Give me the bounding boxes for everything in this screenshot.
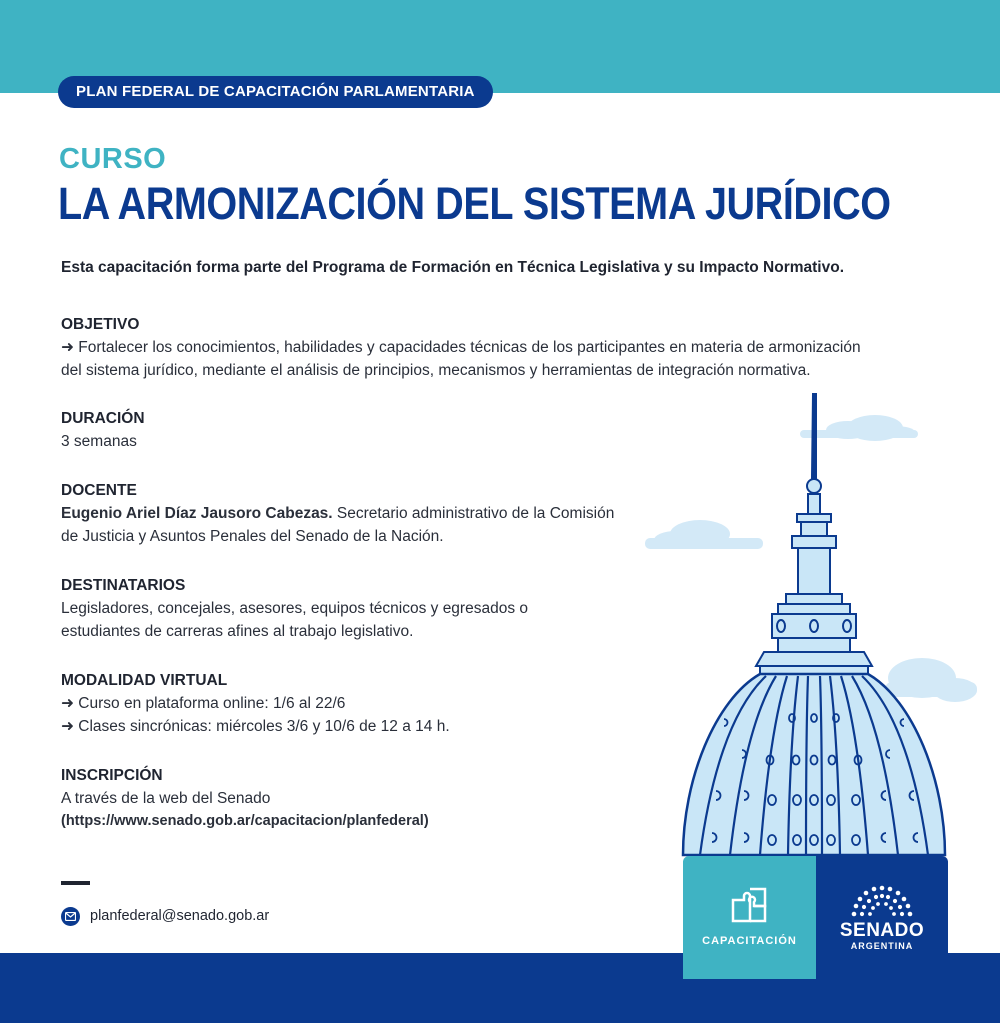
senado-country: ARGENTINA: [850, 941, 914, 951]
contact-email[interactable]: [61, 906, 269, 926]
envelope-icon: [61, 907, 80, 926]
course-intro: Esta capacitación forma parte del Programa de Formación en Técnica Legislativa y su Impacto Normativo.: [61, 259, 844, 276]
inscripcion-line: A través de la web del Senado: [61, 790, 271, 807]
email-address[interactable]: planfederal@senado.gob.ar: [90, 908, 270, 924]
senado-wordmark: SENADO: [839, 920, 925, 941]
section-heading: DOCENTE: [61, 482, 137, 499]
section-docente: [61, 479, 614, 548]
course-kicker: CURSO: [59, 143, 167, 175]
cloud-icon: [885, 658, 977, 702]
section-destinatarios: [61, 574, 528, 643]
section-duracion: [61, 407, 145, 453]
section-heading: DURACIÓN: [61, 410, 145, 427]
course-title: LA ARMONIZACIÓN DEL SISTEMA JURÍDICO: [58, 178, 891, 229]
destinatarios-line: estudiantes de carreras afines al trabajo legislativo.: [61, 623, 414, 640]
cloud-icon: [800, 415, 918, 441]
section-objetivo: [61, 313, 861, 382]
objetivo-line: ➜ Fortalecer los conocimientos, habilidades y capacidades técnicas de los participantes en materia de armonización: [61, 339, 861, 356]
duracion-value: 3 semanas: [61, 433, 137, 450]
docente-name: Eugenio Ariel Díaz Jausoro Cabezas.: [61, 505, 333, 522]
objetivo-line: del sistema jurídico, mediante el análisis de principios, mecanismos y herramientas de integración normativa.: [61, 362, 811, 379]
capitol-dome-illustration: [640, 390, 980, 870]
destinatarios-line: Legisladores, concejales, asesores, equipos técnicos y egresados o: [61, 600, 528, 617]
hemicycle-icon: [849, 884, 915, 918]
capacitacion-logo: [683, 856, 816, 979]
section-heading: INSCRIPCIÓN: [61, 767, 163, 784]
section-heading: OBJETIVO: [61, 316, 140, 333]
puzzle-icon: [730, 886, 768, 924]
senado-logo: [816, 856, 948, 979]
modalidad-line: ➜ Curso en plataforma online: 1/6 al 22/6: [61, 695, 346, 712]
program-banner: PLAN FEDERAL DE CAPACITACIÓN PARLAMENTARIA: [58, 76, 493, 108]
docente-line: [61, 502, 614, 525]
modalidad-line: ➜ Clases sincrónicas: miércoles 3/6 y 10/6 de 12 a 14 h.: [61, 718, 450, 735]
docente-role: Secretario administrativo de la Comisión: [332, 505, 615, 522]
section-modalidad: [61, 669, 450, 738]
inscripcion-url[interactable]: (https://www.senado.gob.ar/capacitacion/planfederal): [61, 813, 429, 829]
capacitacion-label: CAPACITACIÓN: [702, 935, 797, 947]
section-inscripcion: [61, 764, 429, 833]
docente-role-cont: de Justicia y Asuntos Penales del Senado de la Nación.: [61, 528, 444, 545]
section-heading: DESTINATARIOS: [61, 577, 186, 594]
section-heading: MODALIDAD VIRTUAL: [61, 672, 228, 689]
cloud-icon: [645, 520, 763, 549]
divider: [61, 881, 90, 885]
